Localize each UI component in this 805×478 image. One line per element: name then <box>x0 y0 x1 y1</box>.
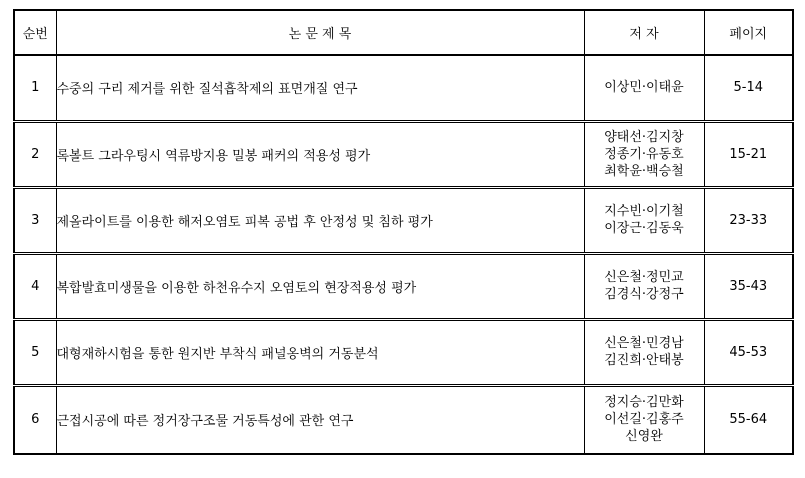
row-number: 3 <box>14 187 56 253</box>
author-line: 최학윤·백승철 <box>604 163 684 179</box>
table-row <box>14 253 793 319</box>
author-line: 김진희·안태봉 <box>604 353 684 368</box>
paper-title: 복합발효미생물을 이용한 하천유수지 오염토의 현장적용성 평가 <box>56 253 584 319</box>
author-line: 지수빈·이기철 <box>604 204 684 219</box>
paper-title: 대형재하시험을 통한 원지반 부착식 패널옹벽의 거동분석 <box>56 319 584 385</box>
paper-authors <box>584 385 704 454</box>
row-number: 4 <box>14 253 56 319</box>
row-number: 2 <box>14 121 56 187</box>
paper-title: 록볼트 그라우팅시 역류방지용 밀봉 패커의 적용성 평가 <box>56 121 584 187</box>
page-range: 45-53 <box>704 319 793 385</box>
table-row <box>14 187 793 253</box>
author-line: 신영완 <box>625 429 663 445</box>
author-line: 신은철·정민교 <box>604 270 684 285</box>
paper-authors <box>584 121 704 187</box>
row-number: 5 <box>14 319 56 385</box>
table-row <box>14 319 793 385</box>
author-line: 이장근·김동욱 <box>604 221 684 236</box>
table-row <box>14 55 793 121</box>
page-range: 15-21 <box>704 121 793 187</box>
author-line: 정지승·김만화 <box>604 395 684 411</box>
paper-authors <box>584 319 704 385</box>
page-range: 55-64 <box>704 385 793 454</box>
column-header-title: 논 문 제 목 <box>56 10 584 55</box>
paper-authors <box>584 55 704 121</box>
column-header-page: 페이지 <box>704 10 793 55</box>
table-row <box>14 121 793 187</box>
page-range: 5-14 <box>704 55 793 121</box>
author-line: 양태선·김지창 <box>604 129 684 145</box>
table-of-contents <box>13 9 794 455</box>
author-line: 신은철·민경남 <box>604 336 684 351</box>
paper-title: 수중의 구리 제거를 위한 질석흡착제의 표면개질 연구 <box>56 55 584 121</box>
author-line: 이상민·이태윤 <box>604 80 684 96</box>
paper-title: 제올라이트를 이용한 해저오염토 피복 공법 후 안정성 및 침하 평가 <box>56 187 584 253</box>
row-number: 6 <box>14 385 56 454</box>
page-range: 23-33 <box>704 187 793 253</box>
table-row <box>14 385 793 454</box>
author-line: 정종기·유동호 <box>604 146 684 162</box>
author-line: 이선길·김홍주 <box>604 412 684 428</box>
row-number: 1 <box>14 55 56 121</box>
paper-authors <box>584 187 704 253</box>
column-header-author: 저 자 <box>584 10 704 55</box>
header-row <box>14 10 793 55</box>
column-header-no: 순번 <box>14 10 56 55</box>
page-range: 35-43 <box>704 253 793 319</box>
paper-title: 근접시공에 따른 정거장구조물 거동특성에 관한 연구 <box>56 385 584 454</box>
author-line: 김경식·강정구 <box>604 287 684 302</box>
paper-authors <box>584 253 704 319</box>
